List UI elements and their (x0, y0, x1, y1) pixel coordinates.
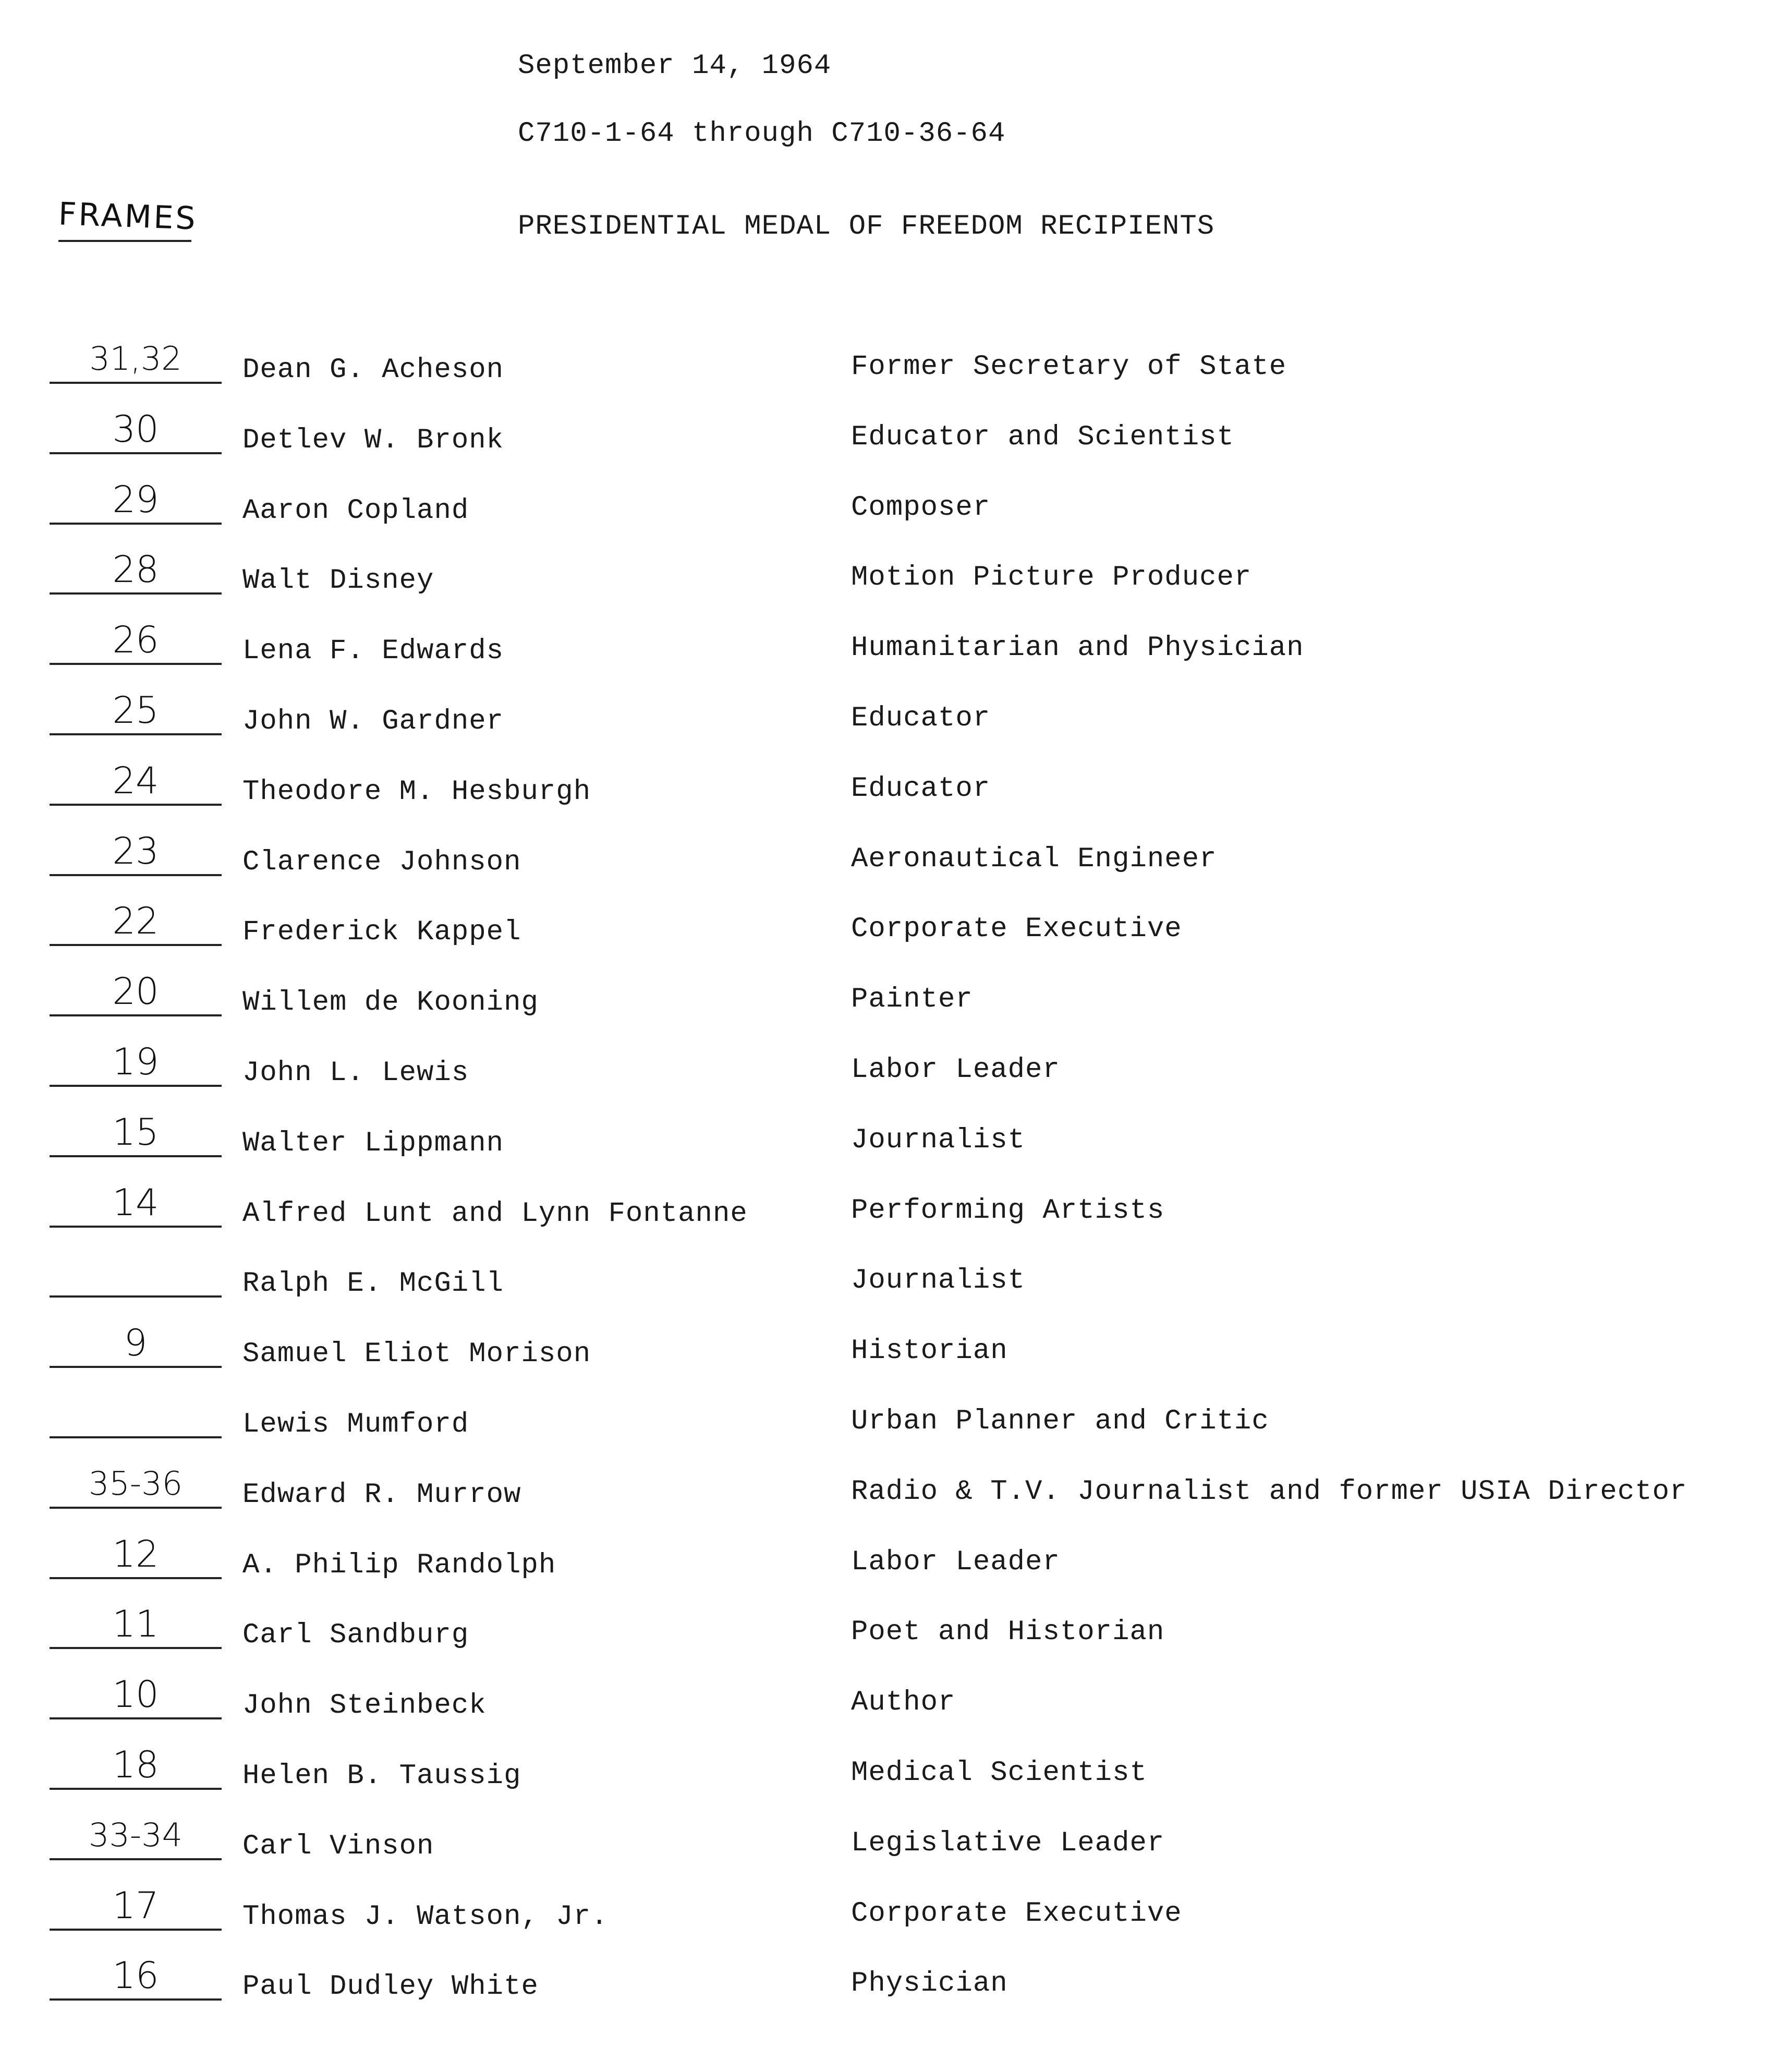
recipient-name: John L. Lewis (242, 1057, 469, 1089)
recipient-name: Clarence Johnson (242, 846, 521, 878)
frame-blank-line (50, 1717, 222, 1719)
recipient-row (0, 759, 1774, 839)
recipient-name: Lena F. Edwards (242, 635, 504, 667)
recipient-row (0, 340, 1774, 417)
recipient-row (0, 1404, 1774, 1472)
frame-blank-line (50, 1577, 222, 1579)
frame-blank-line (50, 1647, 222, 1649)
document-date: September 14, 1964 (518, 50, 832, 82)
recipient-row (0, 1884, 1774, 1964)
frame-range: C710-1-64 through C710-36-64 (518, 118, 1006, 150)
frame-blank-line (50, 523, 222, 525)
recipient-name: Ralph E. McGill (242, 1268, 504, 1300)
frame-blank-line (50, 382, 222, 384)
recipient-description: Urban Planner and Critic (851, 1405, 1269, 1437)
recipient-name: Frederick Kappel (242, 916, 521, 948)
recipient-name: Lewis Mumford (242, 1409, 469, 1440)
frame-number: 20 (112, 970, 159, 1013)
recipient-name: Edward R. Murrow (242, 1479, 521, 1511)
recipient-name: Alfred Lunt and Lynn Fontanne (242, 1198, 748, 1230)
recipient-row (0, 970, 1774, 1050)
recipient-name: John W. Gardner (242, 706, 504, 737)
recipient-name: Aaron Copland (242, 495, 469, 527)
recipient-row (0, 900, 1774, 979)
recipient-name: Paul Dudley White (242, 1971, 539, 2003)
frame-number: 35-36 (88, 1464, 183, 1502)
frame-blank-line (50, 1155, 222, 1157)
frame-number: 9 (124, 1322, 148, 1364)
recipient-name: Samuel Eliot Morison (242, 1338, 591, 1370)
recipient-description: Labor Leader (851, 1546, 1060, 1578)
frame-blank-line (50, 874, 222, 876)
frame-blank-line (50, 1085, 222, 1087)
frame-blank-line (50, 452, 222, 454)
document-title: PRESIDENTIAL MEDAL OF FREEDOM RECIPIENTS (518, 211, 1215, 243)
frame-number: 15 (112, 1111, 159, 1154)
recipient-name: Dean G. Acheson (242, 354, 504, 386)
recipient-name: Carl Sandburg (242, 1619, 469, 1651)
recipient-description: Composer (851, 492, 991, 524)
recipient-row (0, 1181, 1774, 1261)
recipient-description: Legislative Leader (851, 1827, 1165, 1859)
frame-blank-line (50, 1929, 222, 1931)
recipient-row (0, 1040, 1774, 1120)
recipient-row (0, 1322, 1774, 1401)
recipient-row (0, 1533, 1774, 1613)
frame-number: 18 (112, 1743, 159, 1786)
recipient-row (0, 1954, 1774, 2034)
recipient-description: Humanitarian and Physician (851, 632, 1304, 664)
recipient-description: Historian (851, 1335, 1008, 1367)
recipient-name: A. Philip Randolph (242, 1549, 556, 1581)
recipient-name: Detlev W. Bronk (242, 425, 504, 456)
frames-label-underline (58, 240, 191, 242)
recipient-description: Motion Picture Producer (851, 562, 1252, 593)
recipient-description: Poet and Historian (851, 1616, 1165, 1648)
recipient-description: Performing Artists (851, 1195, 1165, 1227)
frame-number: 29 (112, 478, 159, 521)
frame-blank-line (50, 663, 222, 665)
recipient-description: Physician (851, 1968, 1008, 2000)
frame-number: 11 (112, 1603, 159, 1645)
frame-number: 14 (112, 1181, 159, 1224)
recipient-row (0, 1464, 1774, 1542)
frame-blank-line (50, 1366, 222, 1368)
recipient-name: John Steinbeck (242, 1690, 487, 1722)
recipient-row (0, 619, 1774, 698)
frame-number: 28 (112, 548, 159, 591)
recipient-description: Radio & T.V. Journalist and former USIA Director (851, 1476, 1687, 1508)
recipient-row (0, 408, 1774, 488)
recipient-description: Corporate Executive (851, 1898, 1182, 1930)
recipient-row (0, 1743, 1774, 1823)
frame-number: 16 (112, 1954, 159, 1997)
recipient-name: Walter Lippmann (242, 1128, 504, 1159)
recipient-description: Medical Scientist (851, 1757, 1147, 1789)
recipient-row (0, 1111, 1774, 1191)
recipient-row (0, 1673, 1774, 1753)
recipient-row (0, 1816, 1774, 1894)
recipient-description: Educator and Scientist (851, 421, 1234, 453)
frame-blank-line (50, 1226, 222, 1228)
recipient-row (0, 478, 1774, 558)
recipient-row (0, 689, 1774, 769)
frame-number: 12 (112, 1533, 159, 1576)
frame-blank-line (50, 1858, 222, 1860)
recipient-description: Painter (851, 984, 973, 1015)
recipient-description: Labor Leader (851, 1054, 1060, 1086)
recipient-name: Helen B. Taussig (242, 1760, 521, 1792)
recipient-name: Carl Vinson (242, 1831, 434, 1862)
frame-blank-line (50, 733, 222, 735)
recipient-row (0, 830, 1774, 910)
recipient-name: Walt Disney (242, 565, 434, 597)
frame-number: 30 (112, 408, 159, 451)
recipient-description: Aeronautical Engineer (851, 843, 1217, 875)
frame-blank-line (50, 1998, 222, 2001)
recipient-name: Theodore M. Hesburgh (242, 776, 591, 808)
frame-blank-line (50, 1295, 222, 1298)
frame-number: 23 (112, 830, 159, 873)
recipient-description: Journalist (851, 1124, 1026, 1156)
recipient-description: Journalist (851, 1265, 1026, 1296)
frame-number: 31,32 (89, 340, 182, 378)
frame-number: 26 (112, 619, 159, 661)
frame-blank-line (50, 1436, 222, 1438)
frame-blank-line (50, 1507, 222, 1509)
frame-blank-line (50, 592, 222, 595)
recipient-description: Educator (851, 702, 991, 734)
frame-number: 25 (112, 689, 159, 732)
frame-number: 24 (112, 759, 159, 802)
recipient-row (0, 1603, 1774, 1682)
frame-blank-line (50, 944, 222, 946)
recipient-row (0, 548, 1774, 628)
recipient-description: Author (851, 1687, 956, 1718)
frame-number: 10 (112, 1673, 159, 1716)
frame-number: 17 (112, 1884, 159, 1927)
frame-number: 22 (112, 900, 159, 942)
frame-number: 33-34 (88, 1816, 183, 1854)
frame-blank-line (50, 1014, 222, 1016)
recipient-row (0, 1263, 1774, 1331)
recipient-description: Former Secretary of State (851, 351, 1287, 383)
frame-blank-line (50, 1788, 222, 1790)
frame-blank-line (50, 804, 222, 806)
recipient-description: Educator (851, 773, 991, 805)
recipient-name: Willem de Kooning (242, 987, 539, 1019)
frames-column-label: FRAMES (57, 196, 198, 237)
recipient-name: Thomas J. Watson, Jr. (242, 1901, 609, 1933)
frame-number: 19 (112, 1040, 159, 1083)
recipient-description: Corporate Executive (851, 913, 1182, 945)
